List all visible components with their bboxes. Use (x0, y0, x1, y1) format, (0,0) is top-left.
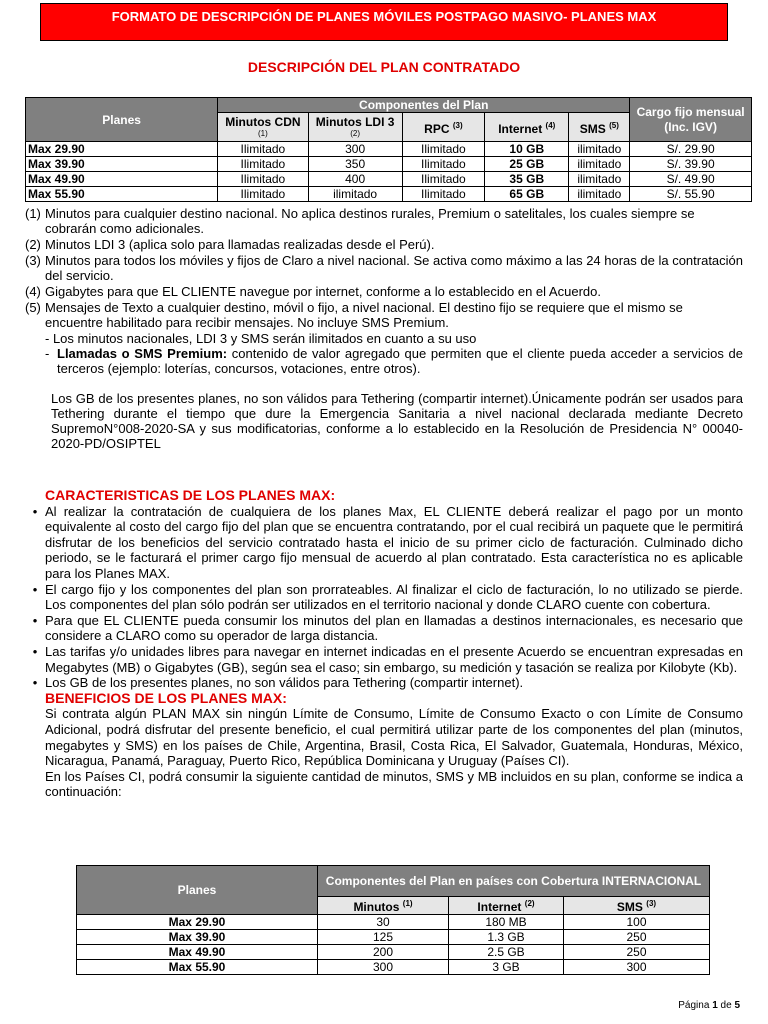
benefits-paragraph: Si contrata algún PLAN MAX sin ningún Límite de Consumo, Límite de Consumo Exacto o con Límite de Consumo Adicional, podrá disfrutar del presente beneficio, el cual permitirá utilizar parte de los componentes del plan (minutos, megabytes y SMS) en los países de Chile, Argentina, Brasil, Costa Rica, El Salvador, Guatemala, Honduras, México, Nicaragua, Panamá, Paraguay, Puerto Rico, República Dominicana y Uruguay (Países CI). (45, 706, 743, 769)
cell-cargo: S/. 29.90 (630, 142, 752, 157)
footnote: (3) Minutos para todos los móviles y fijos de Claro a nivel nacional. Se activa como máximo a las 24 horas de la contratación del servicio. (25, 253, 744, 283)
cell-internet: 25 GB (485, 157, 569, 172)
cell-plan: Max 39.90 (77, 930, 318, 945)
characteristics-section (25, 488, 743, 800)
plans-table (25, 97, 752, 202)
cell-rpc: Ilimitado (402, 172, 484, 187)
cell-ldi: 300 (308, 142, 402, 157)
list-item: • Las tarifas y/o unidades libres para navegar en internet indicadas en el presente Acuerdo se encuentran expresadas en Megabytes (MB) o Gigabytes (GB), según sea el caso; sin embargo, su medición y tasación se realiza por Kilobyte (Kb). (32, 643, 743, 675)
cell-internet: 2.5 GB (449, 945, 564, 960)
cell-cargo: S/. 39.90 (630, 157, 752, 172)
cell-sms: ilimitado (569, 172, 630, 187)
cell-cdn: Ilimitado (218, 172, 308, 187)
cell-sms: 250 (564, 945, 710, 960)
table-row (77, 930, 710, 945)
cell-minutos: 300 (318, 960, 449, 975)
cell-plan: Max 29.90 (77, 915, 318, 930)
cell-cargo: S/. 55.90 (630, 187, 752, 202)
section-subtitle: DESCRIPCIÓN DEL PLAN CONTRATADO (247, 59, 521, 75)
cell-rpc: Ilimitado (402, 187, 484, 202)
list-item: • El cargo fijo y los componentes del plan son prorrateables. Al finalizar el ciclo de facturación, lo no utilizado se pierde. Los componentes del plan sólo podrán ser utilizados en el territorio nacional y donde CLARO cuente con cobertura. (32, 581, 743, 613)
cell-cdn: Ilimitado (218, 142, 308, 157)
footnote: (2) Minutos LDI 3 (aplica solo para llamadas realizadas desde el Perú). (25, 237, 435, 252)
header-minutos-cdn: Minutos CDN (1) (218, 113, 308, 142)
cell-sms: 250 (564, 930, 710, 945)
cell-cdn: Ilimitado (218, 187, 308, 202)
cell-minutos: 125 (318, 930, 449, 945)
table-row (77, 945, 710, 960)
cell-sms: ilimitado (569, 142, 630, 157)
document-banner: FORMATO DE DESCRIPCIÓN DE PLANES MÓVILES POSTPAGO MASIVO- PLANES MAX (40, 3, 728, 41)
list-item: • Los GB de los presentes planes, no son válidos para Tethering (compartir internet). (32, 675, 524, 691)
cell-internet: 10 GB (485, 142, 569, 157)
benefits-title: BENEFICIOS DE LOS PLANES MAX: (45, 689, 287, 706)
table-row (26, 142, 752, 157)
cell-sms: 100 (564, 915, 710, 930)
cell-sms: ilimitado (569, 157, 630, 172)
header-planes: Planes (26, 98, 218, 142)
cell-internet: 35 GB (485, 172, 569, 187)
footnotes (25, 206, 743, 451)
dash-item: - Los minutos nacionales, LDI 3 y SMS serán ilimitados en cuanto a su uso (45, 331, 477, 346)
cell-plan: Max 55.90 (26, 187, 218, 202)
header-internet: Internet $^{(4)}$ (485, 113, 569, 142)
table-row (77, 915, 710, 930)
cell-minutos: 30 (318, 915, 449, 930)
cell-ldi: ilimitado (308, 187, 402, 202)
cell-rpc: Ilimitado (402, 157, 484, 172)
international-table (76, 865, 710, 975)
dash-item: - Llamadas o SMS Premium: contenido de valor agregado que permiten que el cliente pueda acceder a servicios de terceros (ejemplo: loterías, concursos, votaciones, entre otros). (45, 346, 743, 376)
header-rpc: RPC $^{(3)}$ (402, 113, 484, 142)
cell-internet: 3 GB (449, 960, 564, 975)
footnote: (4) Gigabytes para que EL CLIENTE navegue por internet, conforme a lo establecido en el Acuerdo. (25, 284, 601, 299)
cell-plan: Max 55.90 (77, 960, 318, 975)
page-number: Página 1 de 5 (678, 1000, 740, 1011)
header-componentes-internacional: Componentes del Plan en países con Cobertura INTERNACIONAL (318, 866, 710, 897)
cell-cdn: Ilimitado (218, 157, 308, 172)
characteristics-title: CARACTERISTICAS DE LOS PLANES MAX: (45, 487, 336, 503)
header-componentes: Componentes del Plan (218, 98, 630, 113)
table-row (77, 960, 710, 975)
cell-plan: Max 39.90 (26, 157, 218, 172)
header-sms: SMS $^{(3)}$ (564, 897, 710, 915)
cell-rpc: Ilimitado (402, 142, 484, 157)
header-internet: Internet $^{(2)}$ (449, 897, 564, 915)
cell-minutos: 200 (318, 945, 449, 960)
cell-plan: Max 29.90 (26, 142, 218, 157)
cell-cargo: S/. 49.90 (630, 172, 752, 187)
cell-internet: 65 GB (485, 187, 569, 202)
cell-plan: Max 49.90 (77, 945, 318, 960)
tethering-paragraph: Los GB de los presentes planes, no son válidos para Tethering (compartir internet).Únicamente podrán ser usados para Tethering durante el tiempo que dure la Emergencia Sanitaria a nivel nacional declarada mediante Decreto SupremoN°008-2020-SA y sus modificatorias, conforme a lo establecido en la Resolución de Presidencia N° 00040-2020-PD/OSIPTEL (51, 391, 743, 451)
benefits-paragraph-2: En los Países CI, podrá consumir la siguiente cantidad de minutos, SMS y MB incluidos en su plan, conforme se indica a continuación: (45, 768, 743, 800)
cell-sms: 300 (564, 960, 710, 975)
cell-ldi: 350 (308, 157, 402, 172)
cell-plan: Max 49.90 (26, 172, 218, 187)
cell-internet: 180 MB (449, 915, 564, 930)
cell-ldi: 400 (308, 172, 402, 187)
table-row (26, 187, 752, 202)
footnote: (5) Mensajes de Texto a cualquier destino, móvil o fijo, a nivel nacional. El destino fijo se requiere que el mismo se encuentre habilitado para recibir mensajes. No incluye SMS Premium. (25, 300, 683, 330)
cell-internet: 1.3 GB (449, 930, 564, 945)
list-item: • Al realizar la contratación de cualquiera de los planes Max, EL CLIENTE deberá realizar el pago por un monto equivalente al costo del cargo fijo del plan que se encuentra contratando, por el cual recibirá un paquete que le permitirá disfrutar de los beneficios del servicio contratado hasta el inicio de su primer ciclo de facturación. Culminado dicho periodo, se le facturará el primer cargo fijo mensual de acuerdo al plan contratado. Esta característica no es aplicable para los Planes MAX. (32, 503, 743, 581)
header-planes: Planes (77, 866, 318, 915)
cell-sms: ilimitado (569, 187, 630, 202)
header-sms: SMS $^{(5)}$ (569, 113, 630, 142)
table-row (26, 172, 752, 187)
header-minutos-ldi: Minutos LDI 3 (2) (308, 113, 402, 142)
list-item: • Para que EL CLIENTE pueda consumir los minutos del plan en llamadas a destinos internacionales, es necesario que considere a CLARO como su operador de larga distancia. (32, 612, 743, 644)
header-cargo: Cargo fijo mensual (Inc. IGV) (630, 98, 752, 142)
table-row (26, 157, 752, 172)
header-minutos: Minutos $^{(1)}$ (318, 897, 449, 915)
footnote: (1) Minutos para cualquier destino nacional. No aplica destinos rurales, Premium o satelitales, los cuales siempre se cobrarán como adicionales. (25, 206, 695, 236)
